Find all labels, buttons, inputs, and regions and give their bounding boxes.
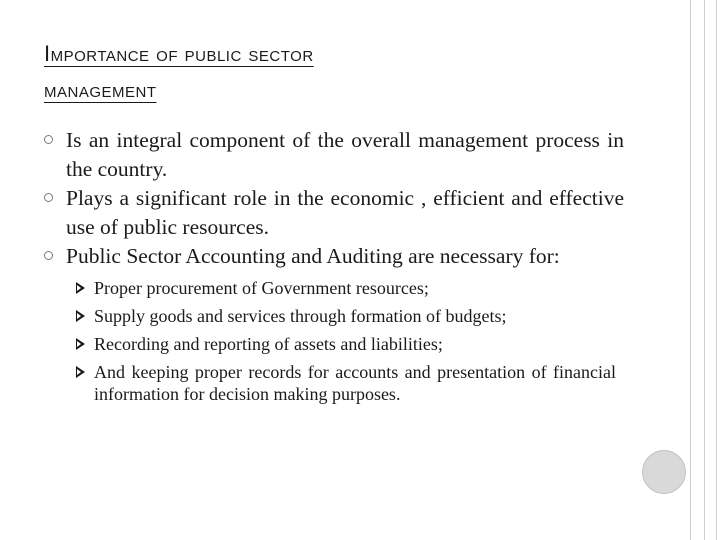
sub-bullet-item bbox=[76, 330, 616, 358]
bullet-text: Is an integral component of the overall management process in the country. bbox=[66, 128, 624, 181]
arrowhead-bullet-icon bbox=[76, 366, 85, 378]
sub-bullet-item bbox=[76, 358, 616, 405]
bullet-text: Public Sector Accounting and Auditing are necessary for: bbox=[66, 244, 560, 268]
bullet-list bbox=[44, 126, 624, 271]
sub-bullet-text: Proper procurement of Government resources; bbox=[94, 278, 429, 298]
bullet-item bbox=[44, 126, 624, 184]
arrowhead-bullet-icon bbox=[76, 338, 85, 350]
sub-bullet-text: And keeping proper records for accounts and presentation of financial information for decision making purposes. bbox=[94, 362, 616, 404]
bullet-item bbox=[44, 184, 624, 242]
sub-bullet-list bbox=[76, 274, 616, 405]
hollow-circle-bullet-icon bbox=[44, 193, 53, 202]
sub-bullet-item bbox=[76, 274, 616, 302]
frame-line bbox=[716, 0, 717, 540]
hollow-circle-bullet-icon bbox=[44, 135, 53, 144]
arrowhead-bullet-icon bbox=[76, 282, 85, 294]
bullet-text: Plays a significant role in the economic , efficient and effective use of public resources. bbox=[66, 186, 624, 239]
title-line: Importance of public sector bbox=[44, 41, 314, 66]
hollow-circle-bullet-icon bbox=[44, 251, 53, 260]
slide-title bbox=[44, 36, 564, 108]
arrowhead-bullet-icon bbox=[76, 310, 85, 322]
sub-bullet-item bbox=[76, 302, 616, 330]
frame-line bbox=[704, 0, 705, 540]
title-line: management bbox=[44, 77, 157, 102]
sub-bullet-text: Recording and reporting of assets and liabilities; bbox=[94, 334, 443, 354]
bullet-item bbox=[44, 242, 624, 271]
frame-line bbox=[690, 0, 691, 540]
circle-decoration-icon bbox=[642, 450, 686, 494]
sub-bullet-text: Supply goods and services through formation of budgets; bbox=[94, 306, 507, 326]
